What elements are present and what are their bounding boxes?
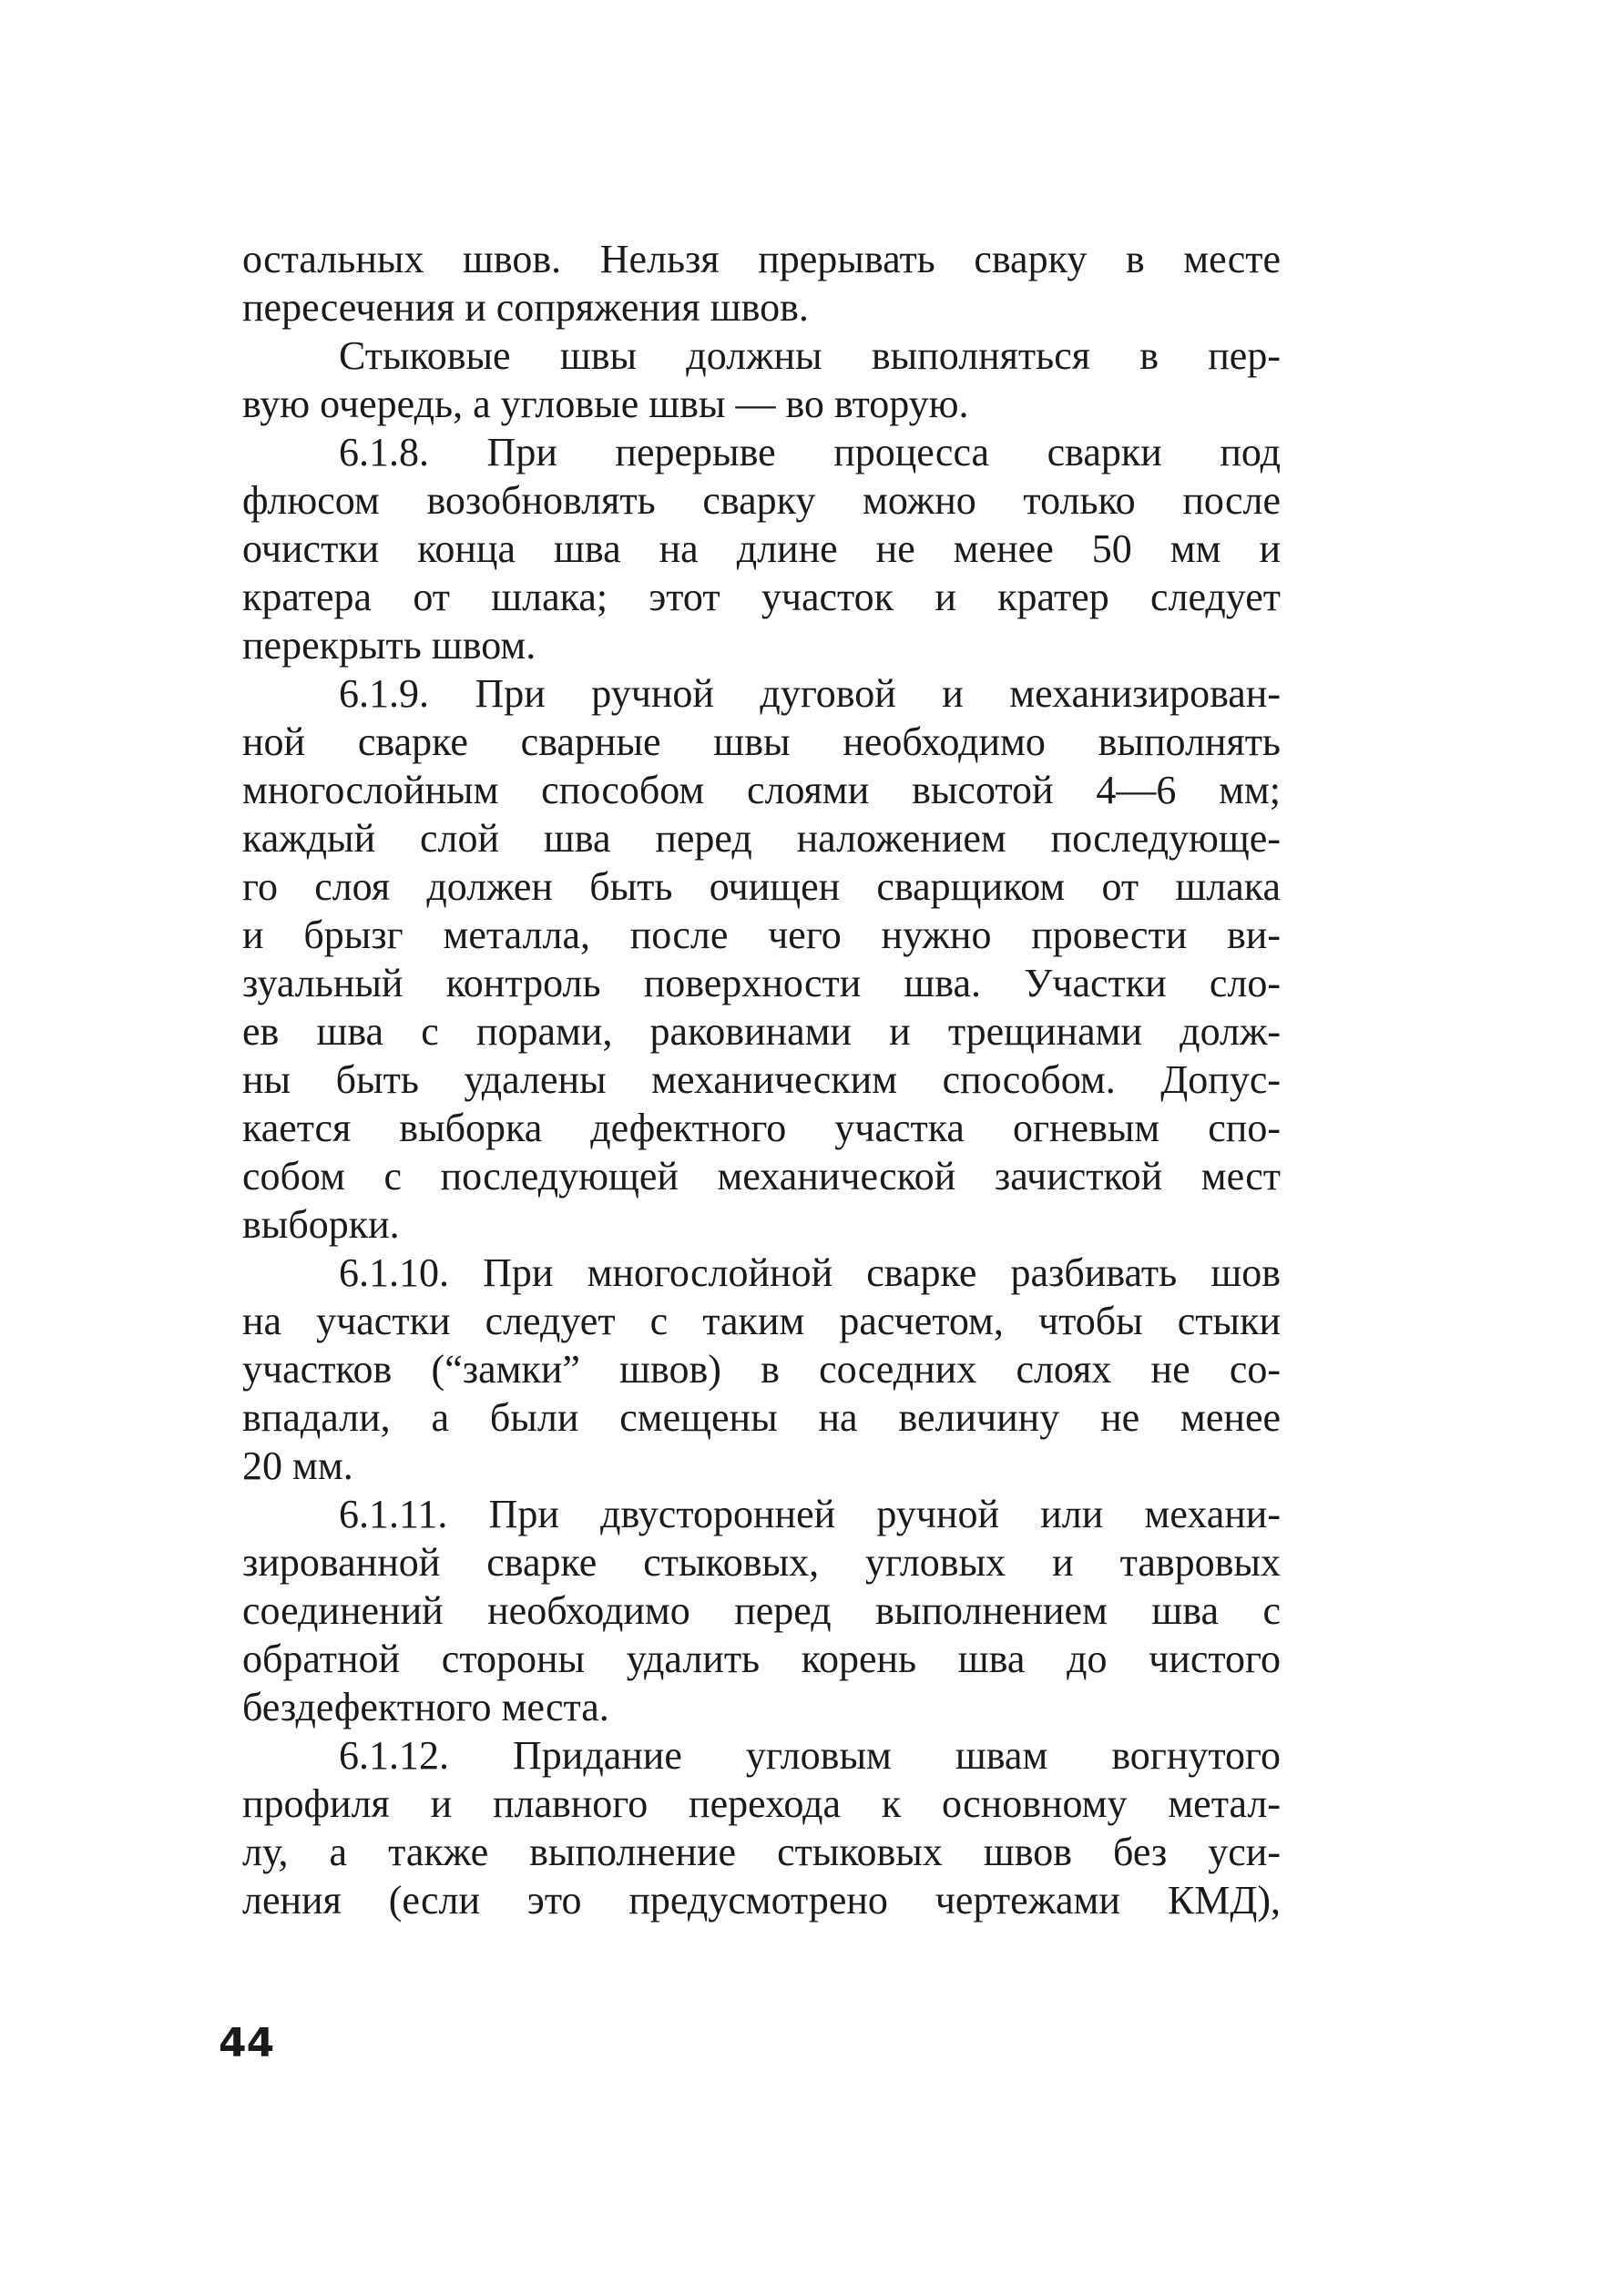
text-line: 20 мм. <box>242 1443 353 1488</box>
text-line: ления (если это предусмотрено чертежами КМД), <box>242 1878 1281 1923</box>
text-line: соединений необходимо перед выполнением шва с <box>242 1588 1281 1633</box>
text-line: зуальный контроль поверхности шва. Участки сло- <box>242 961 1281 1005</box>
text-line: впадали, а были смещены на величину не менее <box>242 1395 1281 1440</box>
text-line: ев шва с порами, раковинами и трещинами долж- <box>242 1009 1281 1054</box>
text-line: Стыковые швы должны выполняться в пер- <box>339 333 1281 378</box>
paragraph <box>242 1249 1281 1490</box>
paragraph <box>242 235 1281 332</box>
text-line: го слоя должен быть очищен сварщиком от шлака <box>242 864 1281 909</box>
text-line: участков (“замки” швов) в соседних слоях не со- <box>242 1347 1281 1392</box>
text-line: флюсом возобновлять сварку можно только после <box>242 478 1281 523</box>
text-line: ной сварке сварные швы необходимо выполнять <box>242 719 1281 764</box>
text-line: лу, а также выполнение стыковых швов без уси- <box>242 1830 1281 1874</box>
text-line: на участки следует с таким расчетом, чтобы стыки <box>242 1299 1281 1343</box>
text-line: многослойным способом слоями высотой 4—6 мм; <box>242 768 1281 812</box>
text-line: бездефектного места. <box>242 1685 609 1729</box>
text-line: пересечения и сопряжения швов. <box>242 285 809 330</box>
text-line: 6.1.10. При многослойной сварке разбивать шов <box>339 1250 1281 1295</box>
text-line: 6.1.11. При двусторонней ручной или механи- <box>339 1492 1281 1536</box>
text-line: собом с последующей механической зачисткой мест <box>242 1154 1281 1199</box>
text-line: кается выборка дефектного участка огневым спо- <box>242 1106 1281 1150</box>
text-line: профиля и плавного перехода к основному метал- <box>242 1781 1281 1826</box>
paragraph <box>242 428 1281 669</box>
text-line: очистки конца шва на длине не менее 50 мм и <box>242 526 1281 571</box>
text-line: выборки. <box>242 1202 400 1247</box>
text-line: зированной сварке стыковых, угловых и тавровых <box>242 1540 1281 1585</box>
paragraph <box>242 1731 1281 1924</box>
paragraph <box>242 669 1281 1249</box>
text-line: ны быть удалены механическим способом. Допус- <box>242 1057 1281 1102</box>
text-line: 6.1.9. При ручной дуговой и механизирован- <box>339 671 1281 716</box>
text-line: 6.1.8. При перерыве процесса сварки под <box>339 430 1281 474</box>
text-line: остальных швов. Нельзя прерывать сварку в месте <box>242 237 1281 281</box>
paragraph <box>242 1490 1281 1731</box>
text-line: вую очередь, а угловые швы — во вторую. <box>242 382 969 426</box>
text-line: перекрыть швом. <box>242 623 536 668</box>
body-text <box>242 235 1281 1924</box>
text-line: кратера от шлака; этот участок и кратер следует <box>242 575 1281 619</box>
page-number: 44 <box>219 2020 275 2066</box>
text-line: 6.1.12. Придание угловым швам вогнутого <box>339 1733 1281 1778</box>
text-line: и брызг металла, после чего нужно провести ви- <box>242 913 1281 957</box>
text-line: обратной стороны удалить корень шва до чистого <box>242 1637 1281 1681</box>
text-line: каждый слой шва перед наложением последующе- <box>242 816 1281 861</box>
paragraph <box>242 332 1281 428</box>
